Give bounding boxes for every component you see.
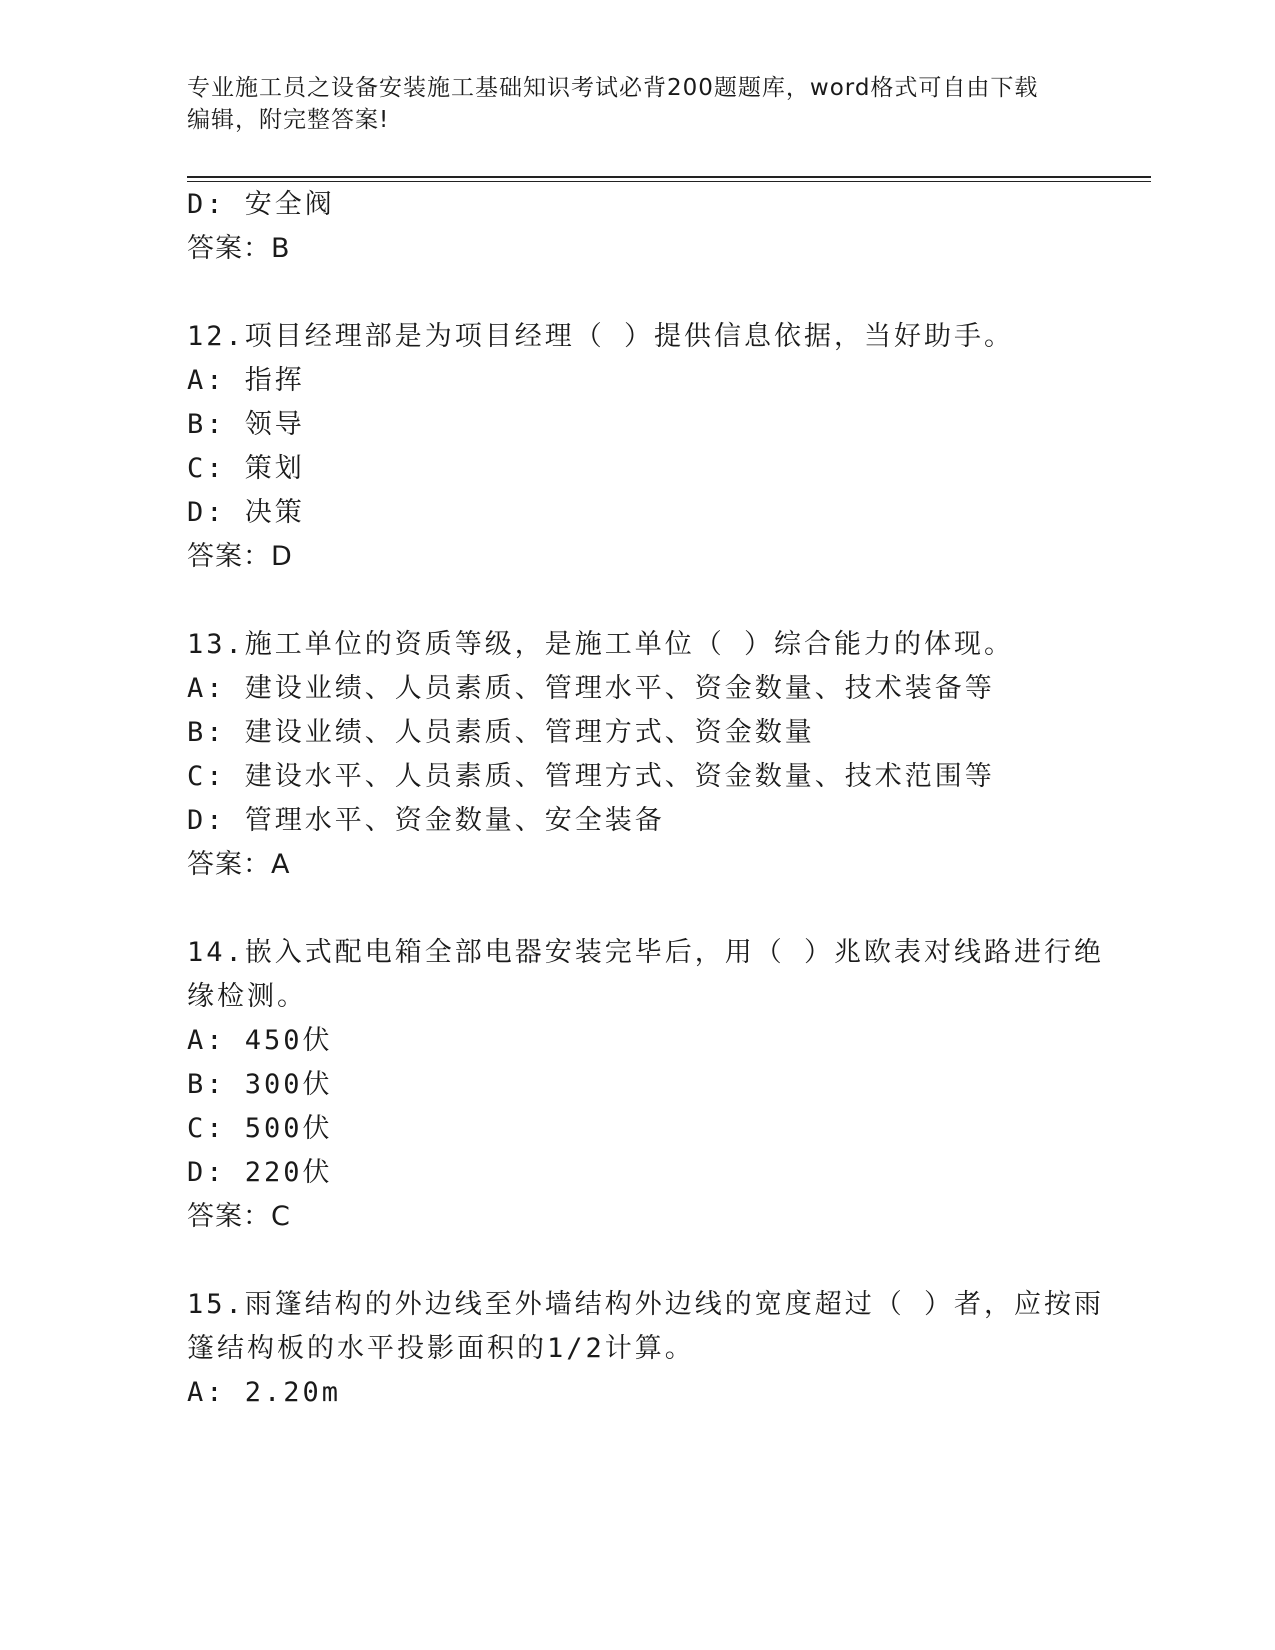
q14-option-a: A: 450伏 bbox=[187, 1025, 333, 1056]
q14-stem-line1: 14.嵌入式配电箱全部电器安装完毕后，用（ ）兆欧表对线路进行绝 bbox=[187, 937, 1105, 968]
document-header bbox=[187, 72, 1067, 136]
q14-option-d: D: 220伏 bbox=[187, 1157, 333, 1188]
q13-stem: 13.施工单位的资质等级，是施工单位（ ）综合能力的体现。 bbox=[187, 629, 1015, 660]
q15-option-a: A: 2.20m bbox=[187, 1377, 342, 1408]
q15-stem-line1: 15.雨篷结构的外边线至外墙结构外边线的宽度超过（ ）者，应按雨 bbox=[187, 1289, 1105, 1320]
q13-option-d: D: 管理水平、资金数量、安全装备 bbox=[187, 805, 665, 836]
q12-answer: 答案：D bbox=[187, 541, 293, 572]
q13-option-c: C: 建设水平、人员素质、管理方式、资金数量、技术范围等 bbox=[187, 761, 995, 792]
q12-option-c: C: 策划 bbox=[187, 453, 305, 484]
header-divider-thick bbox=[187, 176, 1151, 178]
q12-option-b: B: 领导 bbox=[187, 409, 305, 440]
q14-option-c: C: 500伏 bbox=[187, 1113, 333, 1144]
header-divider-thin bbox=[187, 181, 1151, 182]
q15-stem-line2: 篷结构板的水平投影面积的1/2计算。 bbox=[187, 1333, 695, 1364]
q14-option-b: B: 300伏 bbox=[187, 1069, 333, 1100]
q12-option-a: A: 指挥 bbox=[187, 365, 305, 396]
q14-stem-line2: 缘检测。 bbox=[187, 981, 307, 1012]
q11-option-d: D: 安全阀 bbox=[187, 189, 335, 220]
q14-answer: 答案：C bbox=[187, 1201, 291, 1232]
q13-option-b: B: 建设业绩、人员素质、管理方式、资金数量 bbox=[187, 717, 815, 748]
q12-option-d: D: 决策 bbox=[187, 497, 305, 528]
q13-option-a: A: 建设业绩、人员素质、管理水平、资金数量、技术装备等 bbox=[187, 673, 995, 704]
header-title-line1: 专业施工员之设备安装施工基础知识考试必背200题题库，word格式可自由下载 bbox=[187, 75, 1039, 101]
q13-answer: 答案：A bbox=[187, 849, 291, 880]
header-title-line2: 编辑，附完整答案! bbox=[187, 107, 390, 133]
q11-answer: 答案：B bbox=[187, 233, 291, 264]
q12-stem: 12.项目经理部是为项目经理（ ）提供信息依据，当好助手。 bbox=[187, 321, 1015, 352]
